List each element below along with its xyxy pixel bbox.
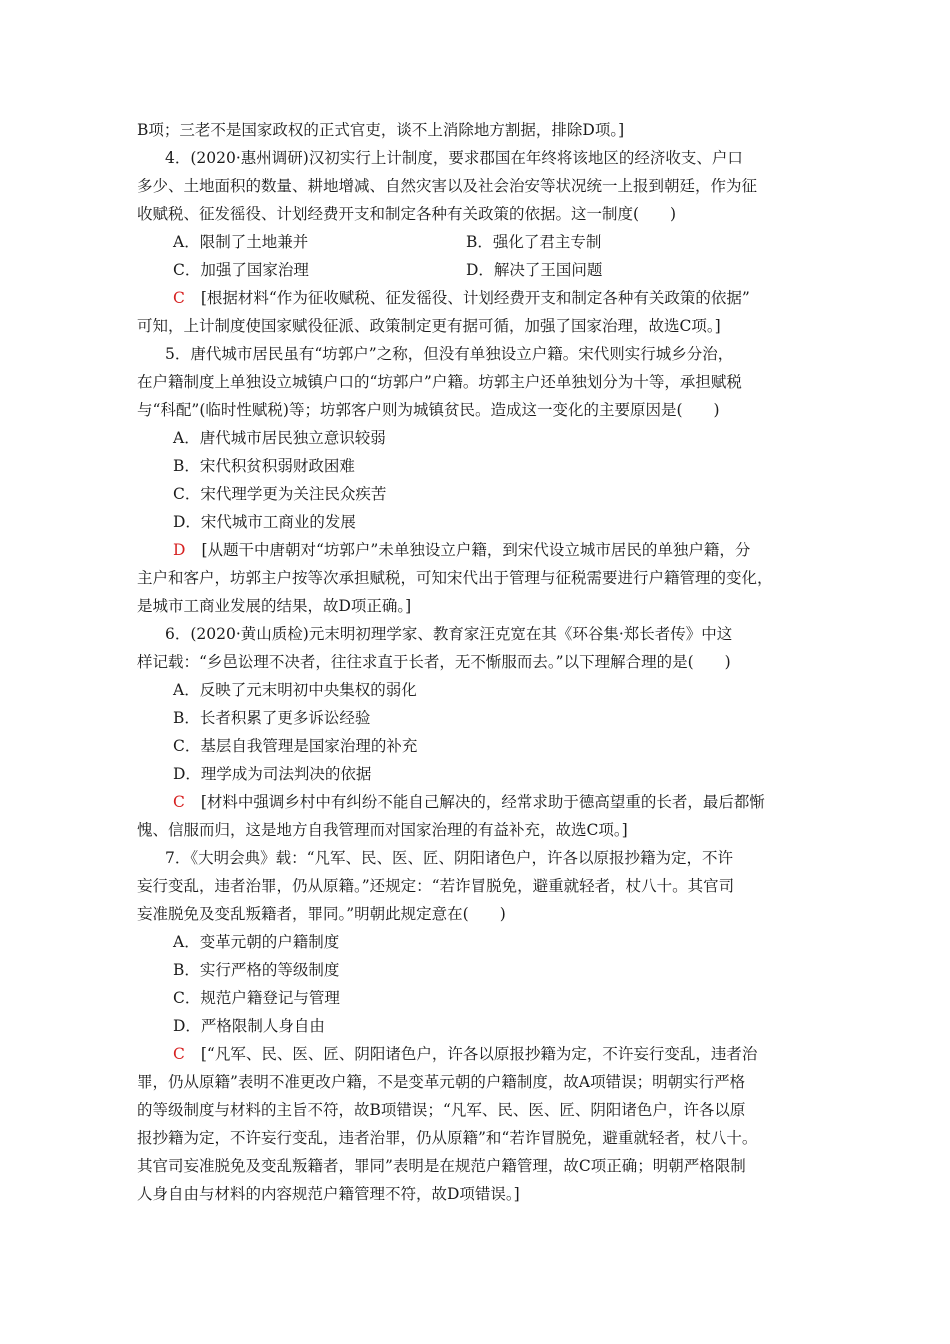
q4-explanation-line: 可知，上计制度使国家赋役征派、政策制定更有据可循，加强了国家治理，故选C项。] <box>137 317 721 335</box>
q6-option-b: B．长者积累了更多诉讼经验 <box>173 709 371 727</box>
q7-explanation-line: 罪，仍从原籍”表明不准更改户籍，不是变革元朝的户籍制度，故A项错误；明朝实行严格 <box>137 1073 746 1091</box>
q5-stem-line: 5．唐代城市居民虽有“坊郭户”之称，但没有单独设立户籍。宋代则实行城乡分治， <box>165 345 734 363</box>
q5-option-c: C．宋代理学更为关注民众疾苦 <box>173 485 387 503</box>
q5-explanation-line: 是城市工商业发展的结果，故D项正确。] <box>137 597 412 615</box>
q7-option-a: A．变革元朝的户籍制度 <box>173 933 340 951</box>
q6-stem-line: 样记载：“乡邑讼理不决者，往往求直于长者，无不惭服而去。”以下理解合理的是( ) <box>137 653 731 671</box>
q4-stem-line: 4．(2020·惠州调研)汉初实行上计制度，要求郡国在年终将该地区的经济收支、户口 <box>165 149 743 167</box>
q6-explanation-line: C [材料中强调乡村中有纠纷不能自己解决的，经常求助于德高望重的长者，最后都惭 <box>173 793 765 811</box>
q6-option-a: A．反映了元末明初中央集权的弱化 <box>173 681 417 699</box>
q7-stem-line: 妄行变乱，违者治罪，仍从原籍。”还规定：“若诈冒脱免，避重就轻者，杖八十。其官司 <box>137 877 735 895</box>
q7-explanation-line: C [“凡军、民、医、匠、阴阳诸色户，许各以原报抄籍为定，不许妄行变乱，违者治 <box>173 1045 758 1063</box>
q7-explanation-line: 人身自由与材料的内容规范户籍管理不符，故D项错误。] <box>137 1185 520 1203</box>
q4-option-b: B．强化了君主专制 <box>466 233 602 251</box>
q5-explanation-line: D [从题干中唐朝对“坊郭户”未单独设立户籍，到宋代设立城市居民的单独户籍，分 <box>173 541 751 559</box>
q4-stem-line: 收赋税、征发徭役、计划经费开支和制定各种有关政策的依据。这一制度( ) <box>137 205 677 223</box>
q7-stem-line: 妄准脱免及变乱叛籍者，罪同。”明朝此规定意在( ) <box>137 905 506 923</box>
q7-option-d: D．严格限制人身自由 <box>173 1017 325 1035</box>
q6-option-d: D．理学成为司法判决的依据 <box>173 765 372 783</box>
q5-option-d: D．宋代城市工商业的发展 <box>173 513 356 531</box>
q4-option-d: D．解决了王国问题 <box>466 261 603 279</box>
q5-option-b: B．宋代积贫积弱财政困难 <box>173 457 355 475</box>
q4-option-a: A．限制了土地兼并 <box>173 233 309 251</box>
q7-option-b: B．实行严格的等级制度 <box>173 961 340 979</box>
q4-answer: C <box>173 289 185 307</box>
q4-stem-line: 多少、土地面积的数量、耕地增减、自然灾害以及社会治安等状况统一上报到朝廷，作为征 <box>137 177 758 195</box>
q7-option-c: C．规范户籍登记与管理 <box>173 989 340 1007</box>
prev-explanation-tail: B项；三老不是国家政权的正式官吏，谈不上消除地方割据，排除D项。] <box>137 121 625 139</box>
q7-explanation-line: 报抄籍为定，不许妄行变乱，违者治罪，仍从原籍”和“若诈冒脱免，避重就轻者，杖八十。 <box>137 1129 758 1147</box>
q5-stem-line: 在户籍制度上单独设立城镇户口的“坊郭户”户籍。坊郭主户还单独划分为十等，承担赋税 <box>137 373 742 391</box>
q6-explanation-line: 愧、信服而归，这是地方自我管理而对国家治理的有益补充，故选C项。] <box>137 821 628 839</box>
q7-stem-line: 7．《大明会典》载：“凡军、民、医、匠、阴阳诸色户，许各以原报抄籍为定，不许 <box>165 849 734 867</box>
q5-stem-line: 与“科配”(临时性赋税)等；坊郭客户则为城镇贫民。造成这一变化的主要原因是( ) <box>137 401 720 419</box>
q5-explanation-line: 主户和客户，坊郭主户按等次承担赋税，可知宋代出于管理与征税需要进行户籍管理的变化， <box>137 569 773 587</box>
q4-option-c: C．加强了国家治理 <box>173 261 309 279</box>
q5-option-a: A．唐代城市居民独立意识较弱 <box>173 429 386 447</box>
q4-explanation-line: C [根据材料“作为征收赋税、征发徭役、计划经费开支和制定各种有关政策的依据” <box>173 289 750 307</box>
q7-explanation-line: 其官司妄准脱免及变乱叛籍者，罪同”表明是在规范户籍管理，故C项正确；明朝严格限制 <box>137 1157 746 1175</box>
q7-explanation-line: 的等级制度与材料的主旨不符，故B项错误；“凡军、民、医、匠、阴阳诸色户，许各以原 <box>137 1101 746 1119</box>
q6-answer: C <box>173 793 185 811</box>
q7-answer: C <box>173 1045 185 1063</box>
q6-stem-line: 6．(2020·黄山质检)元末明初理学家、教育家汪克宽在其《环谷集·郑长者传》中这 <box>165 625 733 643</box>
q6-option-c: C．基层自我管理是国家治理的补充 <box>173 737 418 755</box>
q5-answer: D <box>173 541 186 559</box>
